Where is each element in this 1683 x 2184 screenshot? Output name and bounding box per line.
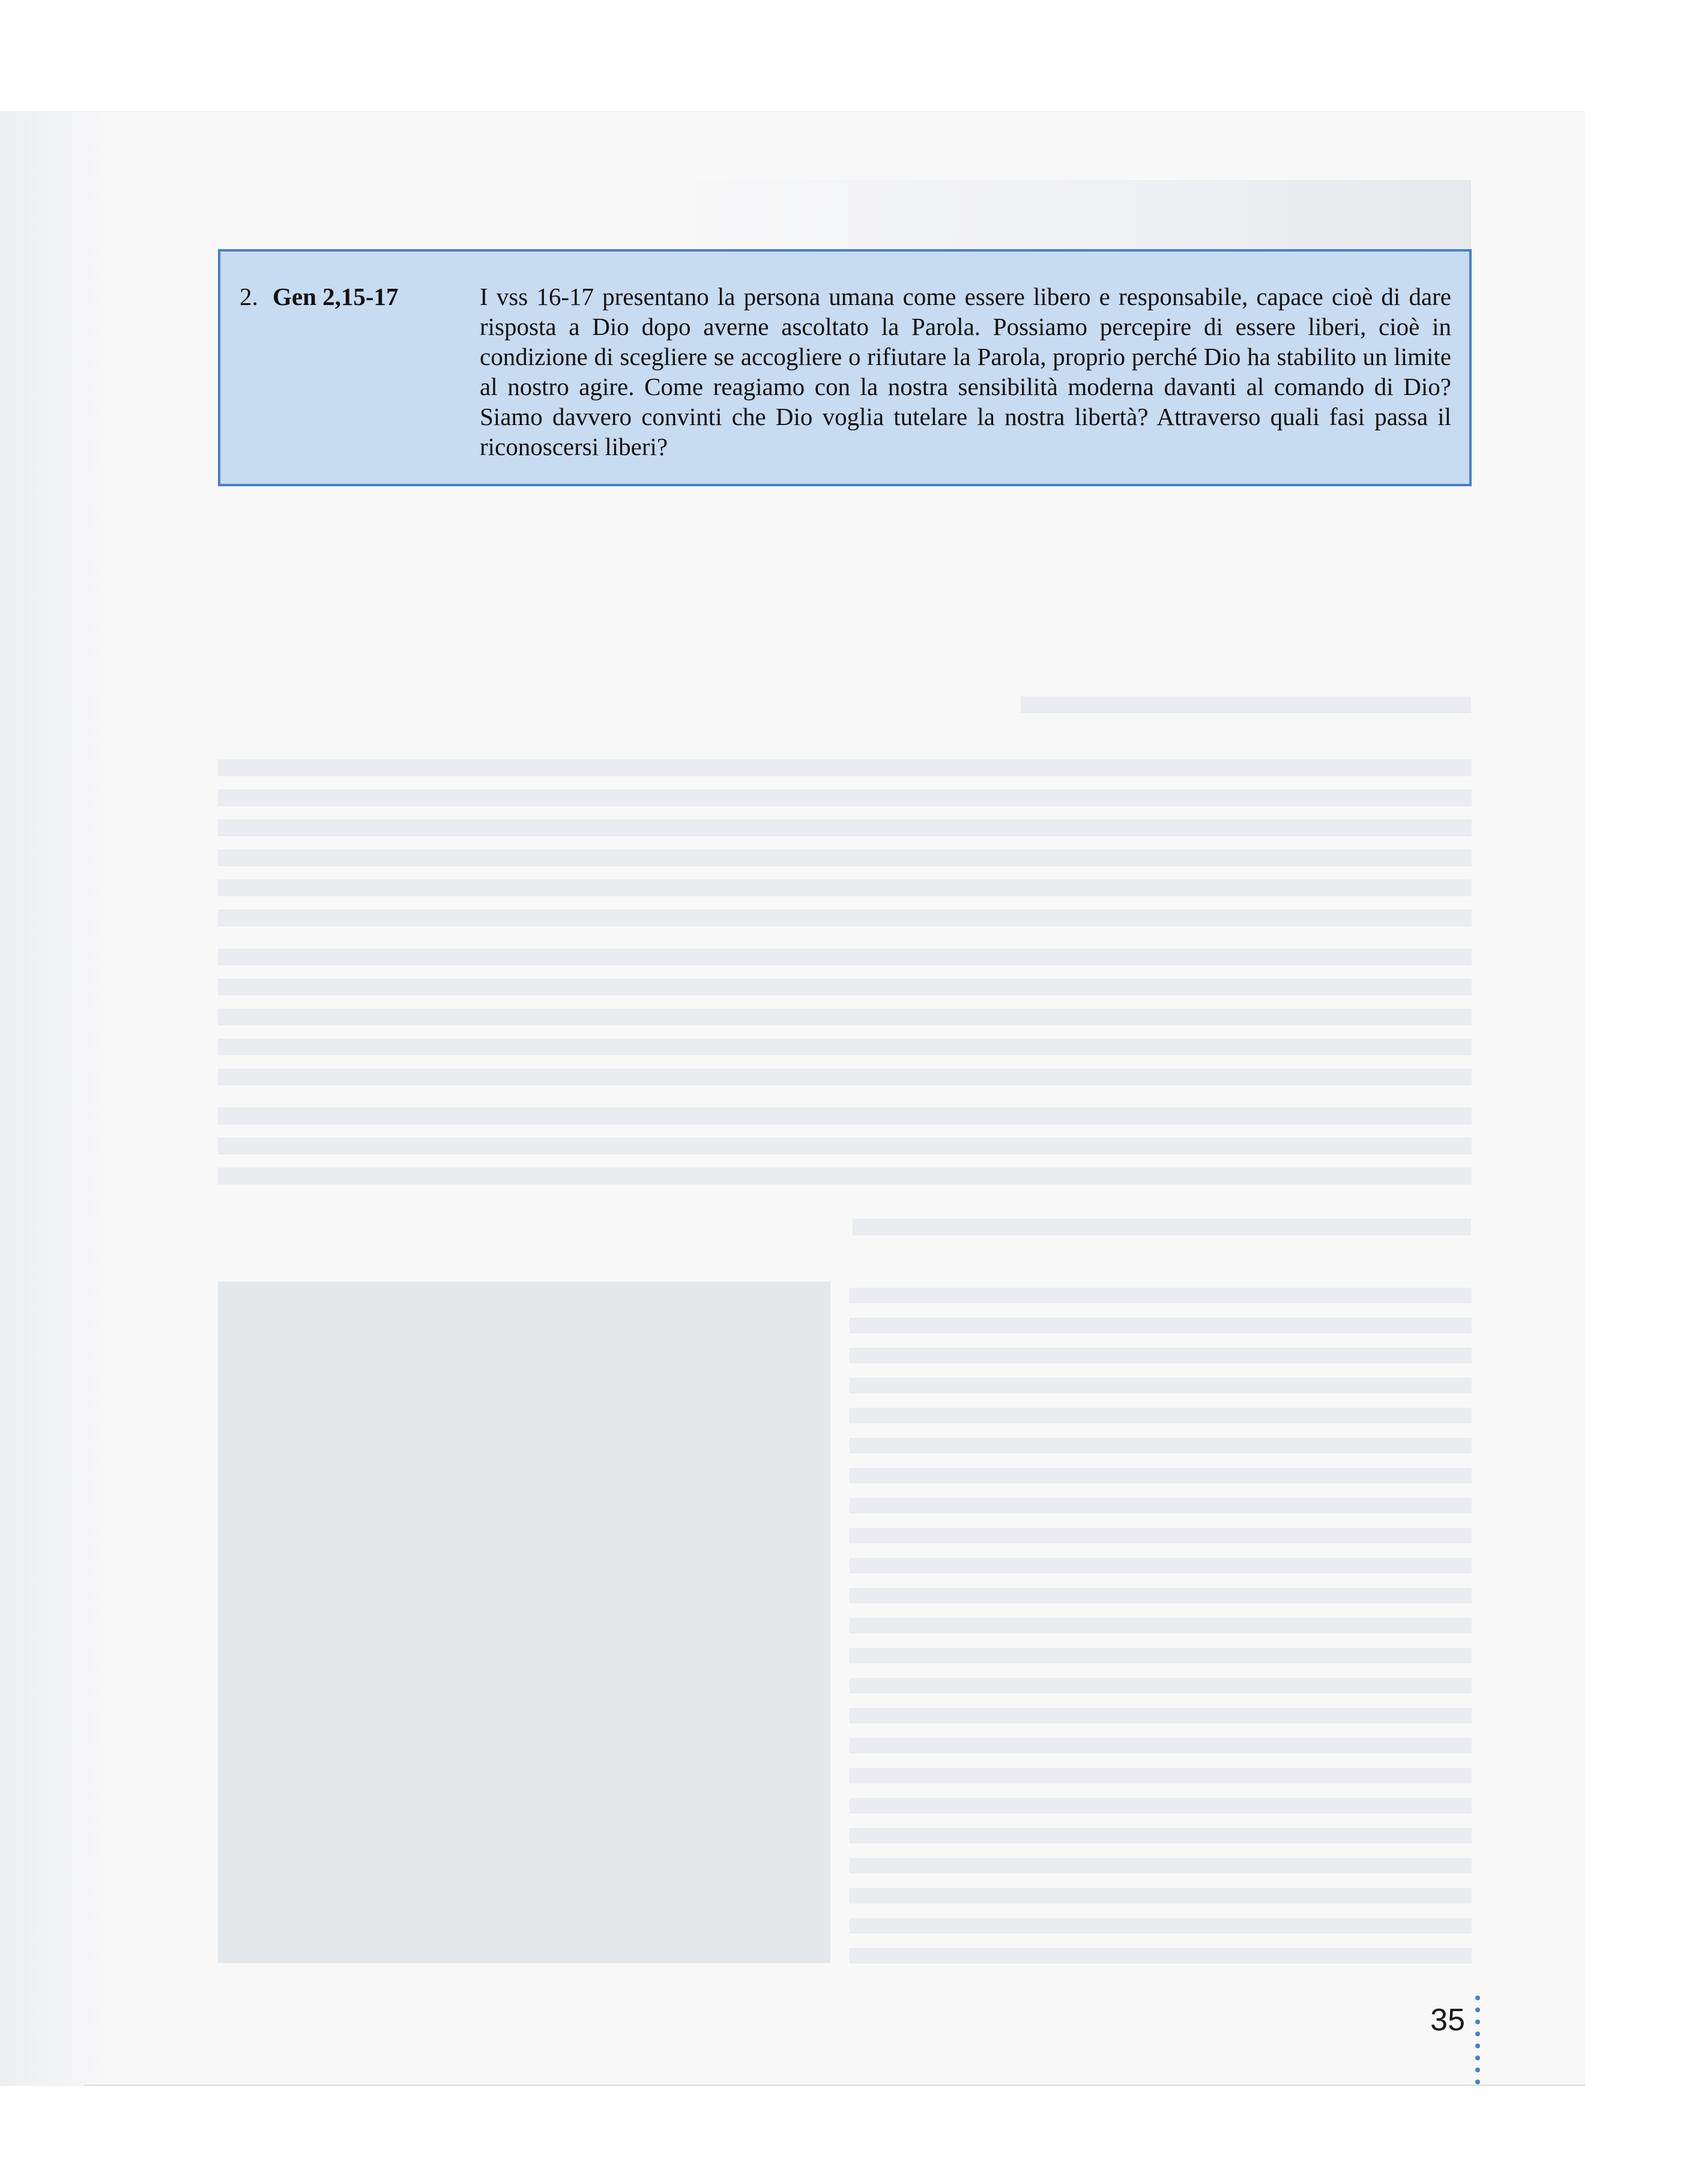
page-bottom-edge bbox=[84, 2084, 1585, 2086]
note-reference: Gen 2,15-17 bbox=[273, 283, 399, 310]
note-text: I vss 16-17 presentano la persona umana come essere libero e responsabile, capace cioè di dare risposta a Dio dopo averne ascoltato la Parola. Possiamo percepire di essere liberi, cioè in condizione di scegliere se accogliere o rifiutare la Parola, proprio perché Dio ha stabilito un limite al nostro agire. Come reagiamo con la nostra sensibilità moderna davanti al comando di Dio? Siamo davvero convinti che Dio voglia tutelare la nostra libertà? Attraverso quali fasi passa il riconoscersi liberi? bbox=[480, 283, 1451, 460]
show-through-line bbox=[850, 1378, 1472, 1393]
dot bbox=[1475, 2044, 1480, 2048]
note-row bbox=[240, 282, 1451, 462]
show-through-line bbox=[850, 1348, 1472, 1363]
show-through-line bbox=[218, 1168, 1472, 1184]
show-through-line bbox=[218, 1138, 1472, 1154]
show-through-line bbox=[850, 1528, 1472, 1543]
show-through-line bbox=[850, 1828, 1472, 1844]
show-through-line bbox=[218, 819, 1472, 836]
scan-edge-shadow bbox=[0, 111, 108, 2086]
dot bbox=[1475, 2080, 1480, 2084]
page-number: 35 bbox=[1430, 2003, 1465, 2038]
page-top-edge bbox=[0, 111, 1585, 112]
dot bbox=[1475, 2020, 1480, 2024]
show-through-line bbox=[850, 1468, 1472, 1483]
show-through-heading bbox=[1021, 696, 1471, 713]
show-through-heading bbox=[853, 1219, 1471, 1235]
dot bbox=[1475, 2032, 1480, 2036]
show-through-line bbox=[218, 789, 1472, 806]
show-through-line bbox=[218, 879, 1472, 896]
show-through-line bbox=[218, 849, 1472, 866]
show-through-line bbox=[850, 1558, 1472, 1573]
show-through-line bbox=[218, 759, 1472, 776]
show-through-line bbox=[218, 1009, 1472, 1025]
dot-ornament bbox=[1474, 1994, 1481, 2090]
show-through-line bbox=[850, 1708, 1472, 1724]
show-through-line bbox=[850, 1918, 1472, 1934]
show-through-line bbox=[850, 1858, 1472, 1874]
show-through-line bbox=[850, 1288, 1472, 1303]
show-through-line bbox=[850, 1318, 1472, 1333]
show-through-line bbox=[850, 1888, 1472, 1904]
dot bbox=[1475, 2056, 1480, 2060]
show-through-line bbox=[850, 1438, 1472, 1453]
note-number: 2. bbox=[240, 283, 258, 310]
show-through-line bbox=[218, 909, 1472, 926]
show-through-line bbox=[218, 979, 1472, 995]
show-through-line bbox=[850, 1618, 1472, 1633]
show-through-line bbox=[850, 1588, 1472, 1603]
show-through-image bbox=[218, 1282, 830, 1963]
show-through-line bbox=[850, 1678, 1472, 1694]
show-through-line bbox=[850, 1408, 1472, 1423]
show-through-line bbox=[850, 1768, 1472, 1784]
show-through-line bbox=[218, 949, 1472, 965]
dot bbox=[1475, 2008, 1480, 2012]
show-through-line bbox=[850, 1498, 1472, 1513]
show-through-line bbox=[850, 1798, 1472, 1814]
show-through-line bbox=[850, 1648, 1472, 1664]
show-through-line bbox=[218, 1069, 1472, 1085]
dot bbox=[1475, 2068, 1480, 2072]
show-through-line bbox=[218, 1108, 1472, 1124]
reflection-note-box bbox=[218, 249, 1472, 486]
show-through-line bbox=[218, 1039, 1472, 1055]
show-through-line bbox=[850, 1948, 1472, 1964]
dot bbox=[1475, 1995, 1480, 2000]
right-margin bbox=[1585, 0, 1683, 2184]
show-through-line bbox=[850, 1738, 1472, 1754]
